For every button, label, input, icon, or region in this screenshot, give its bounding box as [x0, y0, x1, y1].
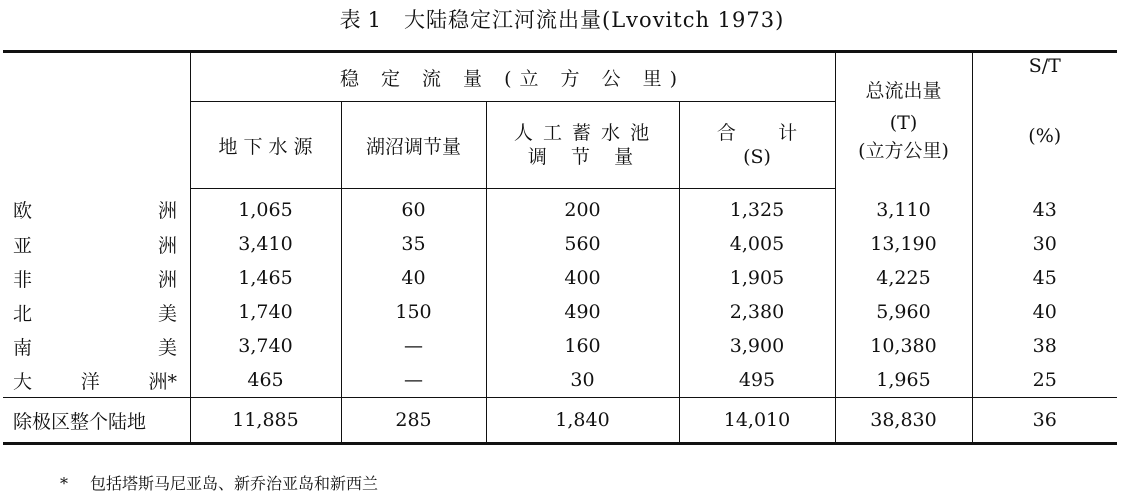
- table-title-text: 大陆稳定江河流出量(Lvovitch 1973): [404, 8, 785, 32]
- reservoir-cell: 160: [486, 329, 679, 363]
- reservoir-cell: 200: [486, 189, 679, 228]
- row-label-char: 欧: [13, 200, 33, 223]
- total-cell: 10,380: [835, 329, 972, 363]
- row-label-text: [13, 196, 177, 223]
- total-runoff-symbol: (T): [889, 111, 918, 134]
- total-row-label: 除极区整个陆地: [3, 398, 190, 444]
- table-row: [3, 261, 1117, 295]
- row-label-char: 北: [13, 302, 33, 325]
- row-label-char: 洲*: [148, 370, 177, 393]
- total-runoff-unit: (立方公里): [858, 139, 949, 162]
- ratio-cell: 43: [972, 189, 1117, 228]
- lakes-cell: 35: [341, 227, 486, 261]
- sum-cell: 1,905: [679, 261, 835, 295]
- groundwater-cell: 465: [190, 363, 341, 398]
- sum-cell: 14,010: [679, 398, 835, 444]
- sum-header: [679, 102, 835, 189]
- sum-header-line2: (S): [743, 146, 771, 168]
- row-label-char: 洲: [157, 268, 177, 291]
- total-cell: 38,830: [835, 398, 972, 444]
- row-label-char: 非: [13, 268, 33, 291]
- reservoir-cell: 400: [486, 261, 679, 295]
- lakes-cell: 285: [341, 398, 486, 444]
- reservoir-header-line1: 人 工 蓄 水 池: [513, 122, 652, 144]
- total-cell: 1,965: [835, 363, 972, 398]
- row-label-char: 大: [13, 370, 33, 393]
- table-row: [3, 295, 1117, 329]
- table-row: [3, 227, 1117, 261]
- reservoir-cell: 1,840: [486, 398, 679, 444]
- row-label: [3, 295, 190, 329]
- total-cell: 4,225: [835, 261, 972, 295]
- sum-cell: 3,900: [679, 329, 835, 363]
- ratio-cell: 38: [972, 329, 1117, 363]
- footnote-marker: *: [60, 474, 68, 493]
- sum-cell: 495: [679, 363, 835, 398]
- row-label-char: 洲: [157, 200, 177, 223]
- table-row: [3, 329, 1117, 363]
- reservoir-cell: 30: [486, 363, 679, 398]
- row-label: [3, 261, 190, 295]
- lakes-cell: —: [341, 329, 486, 363]
- header-blank-cell: [3, 52, 190, 189]
- reservoir-cell: 490: [486, 295, 679, 329]
- table-row: [3, 189, 1117, 228]
- total-cell: 5,960: [835, 295, 972, 329]
- sum-cell: 2,380: [679, 295, 835, 329]
- table-title-number: 1: [367, 8, 383, 32]
- row-label-text: [13, 231, 177, 258]
- lakes-cell: 150: [341, 295, 486, 329]
- table-title: [0, 4, 1124, 34]
- groundwater-cell: 3,410: [190, 227, 341, 261]
- ratio-unit: (%): [1028, 124, 1062, 147]
- lakes-cell: 60: [341, 189, 486, 228]
- sum-cell: 4,005: [679, 227, 835, 261]
- row-label-text: [13, 333, 177, 360]
- row-label: [3, 189, 190, 228]
- groundwater-cell: 1,465: [190, 261, 341, 295]
- groundwater-cell: 1,740: [190, 295, 341, 329]
- lakes-cell: 40: [341, 261, 486, 295]
- total-row: [3, 398, 1117, 444]
- row-label-char: 洋: [80, 370, 100, 393]
- ratio-cell: 45: [972, 261, 1117, 295]
- row-label-char: 亚: [13, 234, 33, 257]
- total-cell: 3,110: [835, 189, 972, 228]
- row-label-char: 美: [157, 336, 177, 359]
- lakes-cell: —: [341, 363, 486, 398]
- total-runoff-label: 总流出量: [865, 79, 942, 102]
- ratio-cell: 40: [972, 295, 1117, 329]
- row-label-text: [13, 265, 177, 292]
- row-label: [3, 227, 190, 261]
- lakes-header: 湖沼调节量: [341, 102, 486, 189]
- groundwater-header: 地 下 水 源: [190, 102, 341, 189]
- reservoir-header: [486, 102, 679, 189]
- row-label-char: 南: [13, 336, 33, 359]
- total-runoff-header: [835, 52, 972, 189]
- total-cell: 13,190: [835, 227, 972, 261]
- row-label-text: [13, 299, 177, 326]
- row-label: [3, 329, 190, 363]
- ratio-label: S/T: [1028, 54, 1061, 77]
- groundwater-cell: 11,885: [190, 398, 341, 444]
- row-label-char: 美: [157, 302, 177, 325]
- groundwater-cell: 1,065: [190, 189, 341, 228]
- ratio-cell: 36: [972, 398, 1117, 444]
- sum-cell: 1,325: [679, 189, 835, 228]
- reservoir-header-line2: 调 节 量: [527, 146, 638, 168]
- footnote-text: 包括塔斯马尼亚岛、新乔治亚岛和新西兰: [90, 474, 379, 493]
- table-row: [3, 363, 1117, 398]
- ratio-cell: 25: [972, 363, 1117, 398]
- runoff-table: [3, 50, 1117, 445]
- reservoir-cell: 560: [486, 227, 679, 261]
- row-label-text: [13, 367, 177, 394]
- ratio-header: [972, 52, 1117, 189]
- footnote: [60, 471, 378, 494]
- groundwater-cell: 3,740: [190, 329, 341, 363]
- row-label: [3, 363, 190, 398]
- stable-flow-header: 稳 定 流 量 (立 方 公 里): [190, 52, 835, 102]
- table-title-prefix: 表: [339, 8, 362, 32]
- row-label-char: 洲: [157, 234, 177, 257]
- sum-header-line1: 合 计: [716, 122, 798, 144]
- ratio-cell: 30: [972, 227, 1117, 261]
